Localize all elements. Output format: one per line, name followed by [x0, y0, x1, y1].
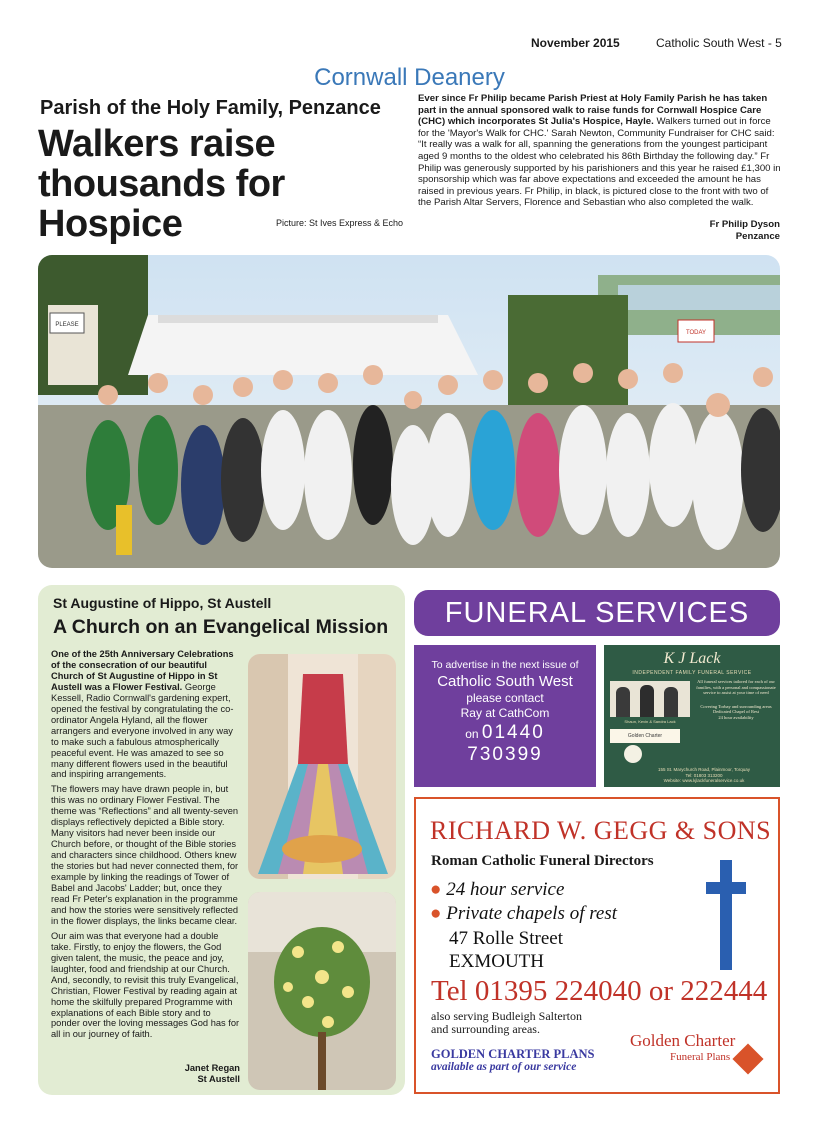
kj-lack-svc-2: Covering Torbay and surrounding areas — [700, 703, 772, 709]
staustell-article-text — [51, 649, 241, 1044]
gegg-subtitle: Roman Catholic Funeral Directors — [431, 853, 654, 869]
gegg-bullet-1 — [430, 879, 564, 901]
walk-sign-text: PLEASE — [55, 322, 79, 328]
kj-lack-tag: INDEPENDENT FAMILY FUNERAL SERVICE — [632, 670, 752, 676]
funeral-services-banner: FUNERAL SERVICES — [414, 590, 780, 636]
advertise-on: on — [465, 727, 479, 741]
staustell-author: Janet Regan — [184, 1063, 240, 1073]
staustell-para-1: George Kessell, Radio Cornwall's gardening expert, opened the festival by congratulating the co-ordinator Angela Hyland, all the flower arrangers and everyone involved in any way to make such a fabulous atmospherically peaceful event. He was amazed to see so many different flowers used in the beautiful and inspiring arrangements. — [51, 681, 234, 780]
photo-credit: Picture: St Ives Express & Echo — [276, 218, 404, 228]
flower-display-photo-2 — [248, 892, 396, 1090]
gegg-telephone: Tel 01395 224040 or 222444 — [431, 975, 768, 1007]
walk-sign-right-text: TODAY — [685, 330, 707, 336]
golden-charter-logo: Golden Charter — [630, 1031, 736, 1050]
gegg-also-2: and surrounding areas. — [431, 1022, 540, 1036]
gegg-bullet-2-text: Private chapels of rest — [446, 903, 618, 924]
kj-lack-svc-1: All funeral services tailored for each of our families, with a personal and compassionate service to assist at your time of need — [696, 679, 776, 695]
advertise-paper: Catholic South West — [437, 673, 573, 690]
author-name: Fr Philip Dyson — [709, 219, 780, 230]
gegg-title: RICHARD W. GEGG & SONS — [430, 816, 772, 845]
lead-intro: Ever since Fr Philip became Parish Priest at Holy Family Parish he has taken part in the annual sponsored walk to raise funds for Cornwall Hospice Care (CHC) which incorporates St Julia's Hospice, Hayle. — [418, 93, 768, 128]
cross-icon — [720, 860, 732, 970]
advertise-phone-2: 730399 — [467, 744, 543, 765]
page-header: Catholic South West - 5 — [656, 36, 782, 50]
advertise-phone-prefix: 01440 — [481, 722, 545, 743]
advertise-phone-1 — [414, 722, 596, 744]
kj-lack-photo — [610, 681, 690, 717]
kj-lack-advert — [604, 645, 780, 787]
author-place: Penzance — [735, 230, 780, 242]
gegg-also-serving — [431, 1010, 631, 1036]
gegg-also-1: also serving Budleigh Salterton — [431, 1009, 582, 1023]
staustell-place: St Austell — [197, 1074, 240, 1084]
gegg-street: 47 Rolle Street — [449, 928, 563, 949]
cross-icon-bar — [706, 882, 746, 894]
staustell-intro: One of the 25th Anniversary Celebrations of the consecration of our beautiful Church of St Augustine of Hippo in St Austell was a Flower Festival. — [51, 649, 234, 692]
group-photo-image — [38, 255, 780, 568]
lead-signature — [710, 219, 780, 242]
golden-charter-available: available as part of our service — [431, 1061, 577, 1073]
kj-lack-contact — [624, 767, 780, 784]
kj-lack-svc-4: 24 hour availability — [718, 714, 754, 720]
bullet-icon: ● — [430, 879, 442, 900]
gegg-bullet-1-text: 24 hour service — [446, 879, 565, 900]
kj-lack-name: K J Lack — [663, 650, 721, 667]
kj-lack-web: Website: www.kjlackfuneralservice.co.uk — [663, 778, 745, 783]
parish-title: Parish of the Holy Family, Penzance — [40, 97, 381, 119]
bullet-icon: ● — [430, 903, 442, 924]
staustell-signature — [150, 1063, 240, 1085]
flower-display-photo-1 — [248, 654, 396, 879]
kj-lack-svc-3: Dedicated Chapel of Rest — [712, 709, 760, 714]
issue-date: November 2015 — [531, 36, 620, 50]
headline-line-1: Walkers raise — [38, 123, 276, 165]
staustell-headline: A Church on an Evangelical Mission — [53, 616, 389, 638]
flower-icon — [624, 745, 642, 763]
section-title: Cornwall Deanery — [314, 64, 505, 91]
gegg-town: EXMOUTH — [449, 951, 544, 972]
advertise-person: Ray at CathCom — [460, 706, 550, 720]
kj-lack-gc-logo: Golden Charter — [610, 729, 680, 743]
lead-body: Walkers turned out in force for the 'Mayor's Walk for CHC.' Sarah Newton, Community Fundraiser for CHC said: “It really was a walk for all, spanning the generations from the youngest participant aged 9 months to the oldest who celebrated his 86th Birthday the following day.” Fr Philip was generously supported by his parishioners and this year he raised £1,300 in sponsorship which was far above expectations and exceeded the amount he has raised in previous years. Fr Philip, in black, is pictured close to the front with two of the Parish Altar Servers, Florence and Sebastian who also completed the walk. — [418, 116, 781, 209]
kj-lack-people: Shaun, Kevin & Sandra Lack — [624, 719, 676, 724]
kj-lack-tel: Tel: 01803 313200 — [685, 772, 723, 778]
headline-line-3: Hospice — [38, 203, 183, 245]
kj-lack-addr: 155 St. Marychurch Road, Plainmoor, Torquay — [658, 767, 750, 772]
staustell-para-2: The flowers may have drawn people in, but this was no ordinary Flower Festival. The theme was “Reflections” and all twenty-seven displays reflectively depicted a Bible story. Many visitors had never been inside our Church before, or thought of the Bible stories and characters since childhood. Others knew the stories but had never connected them, for example by linking the readings of Tower of Babel and Jacobs' Ladder; but, once they read Fr Peter's explanation in the programme and how the stories were sensitively reflected in the flower displays, the links became clear. — [51, 784, 239, 926]
advertise-line-1: To advertise in the next issue of — [431, 659, 579, 671]
lead-article-text — [418, 93, 782, 209]
advertise-contact: please contact — [466, 691, 544, 705]
staustell-para-3: Our aim was that everyone had a double take. Firstly, to enjoy the flowers, the God given talent, the music, the peace and joy, laughter, food and friendship at our Church. And, secondly, to revisit this truly Evangelical, Christian, Flower Festival by reading again at home the skilfully prepared Programme with explanations of each Bible story and to ponder over the loving messages God has for all in our journey of faith. — [51, 930, 240, 1040]
gegg-bullet-2 — [430, 903, 617, 925]
kj-lack-services — [696, 679, 776, 720]
staustell-parish: St Augustine of Hippo, St Austell — [53, 595, 272, 611]
advertise-box — [414, 645, 596, 787]
golden-charter-plans: GOLDEN CHARTER PLANS — [431, 1047, 595, 1061]
group-photo — [38, 255, 780, 568]
headline-line-2: thousands for — [38, 163, 285, 205]
golden-charter-logo-sub: Funeral Plans — [670, 1051, 731, 1063]
